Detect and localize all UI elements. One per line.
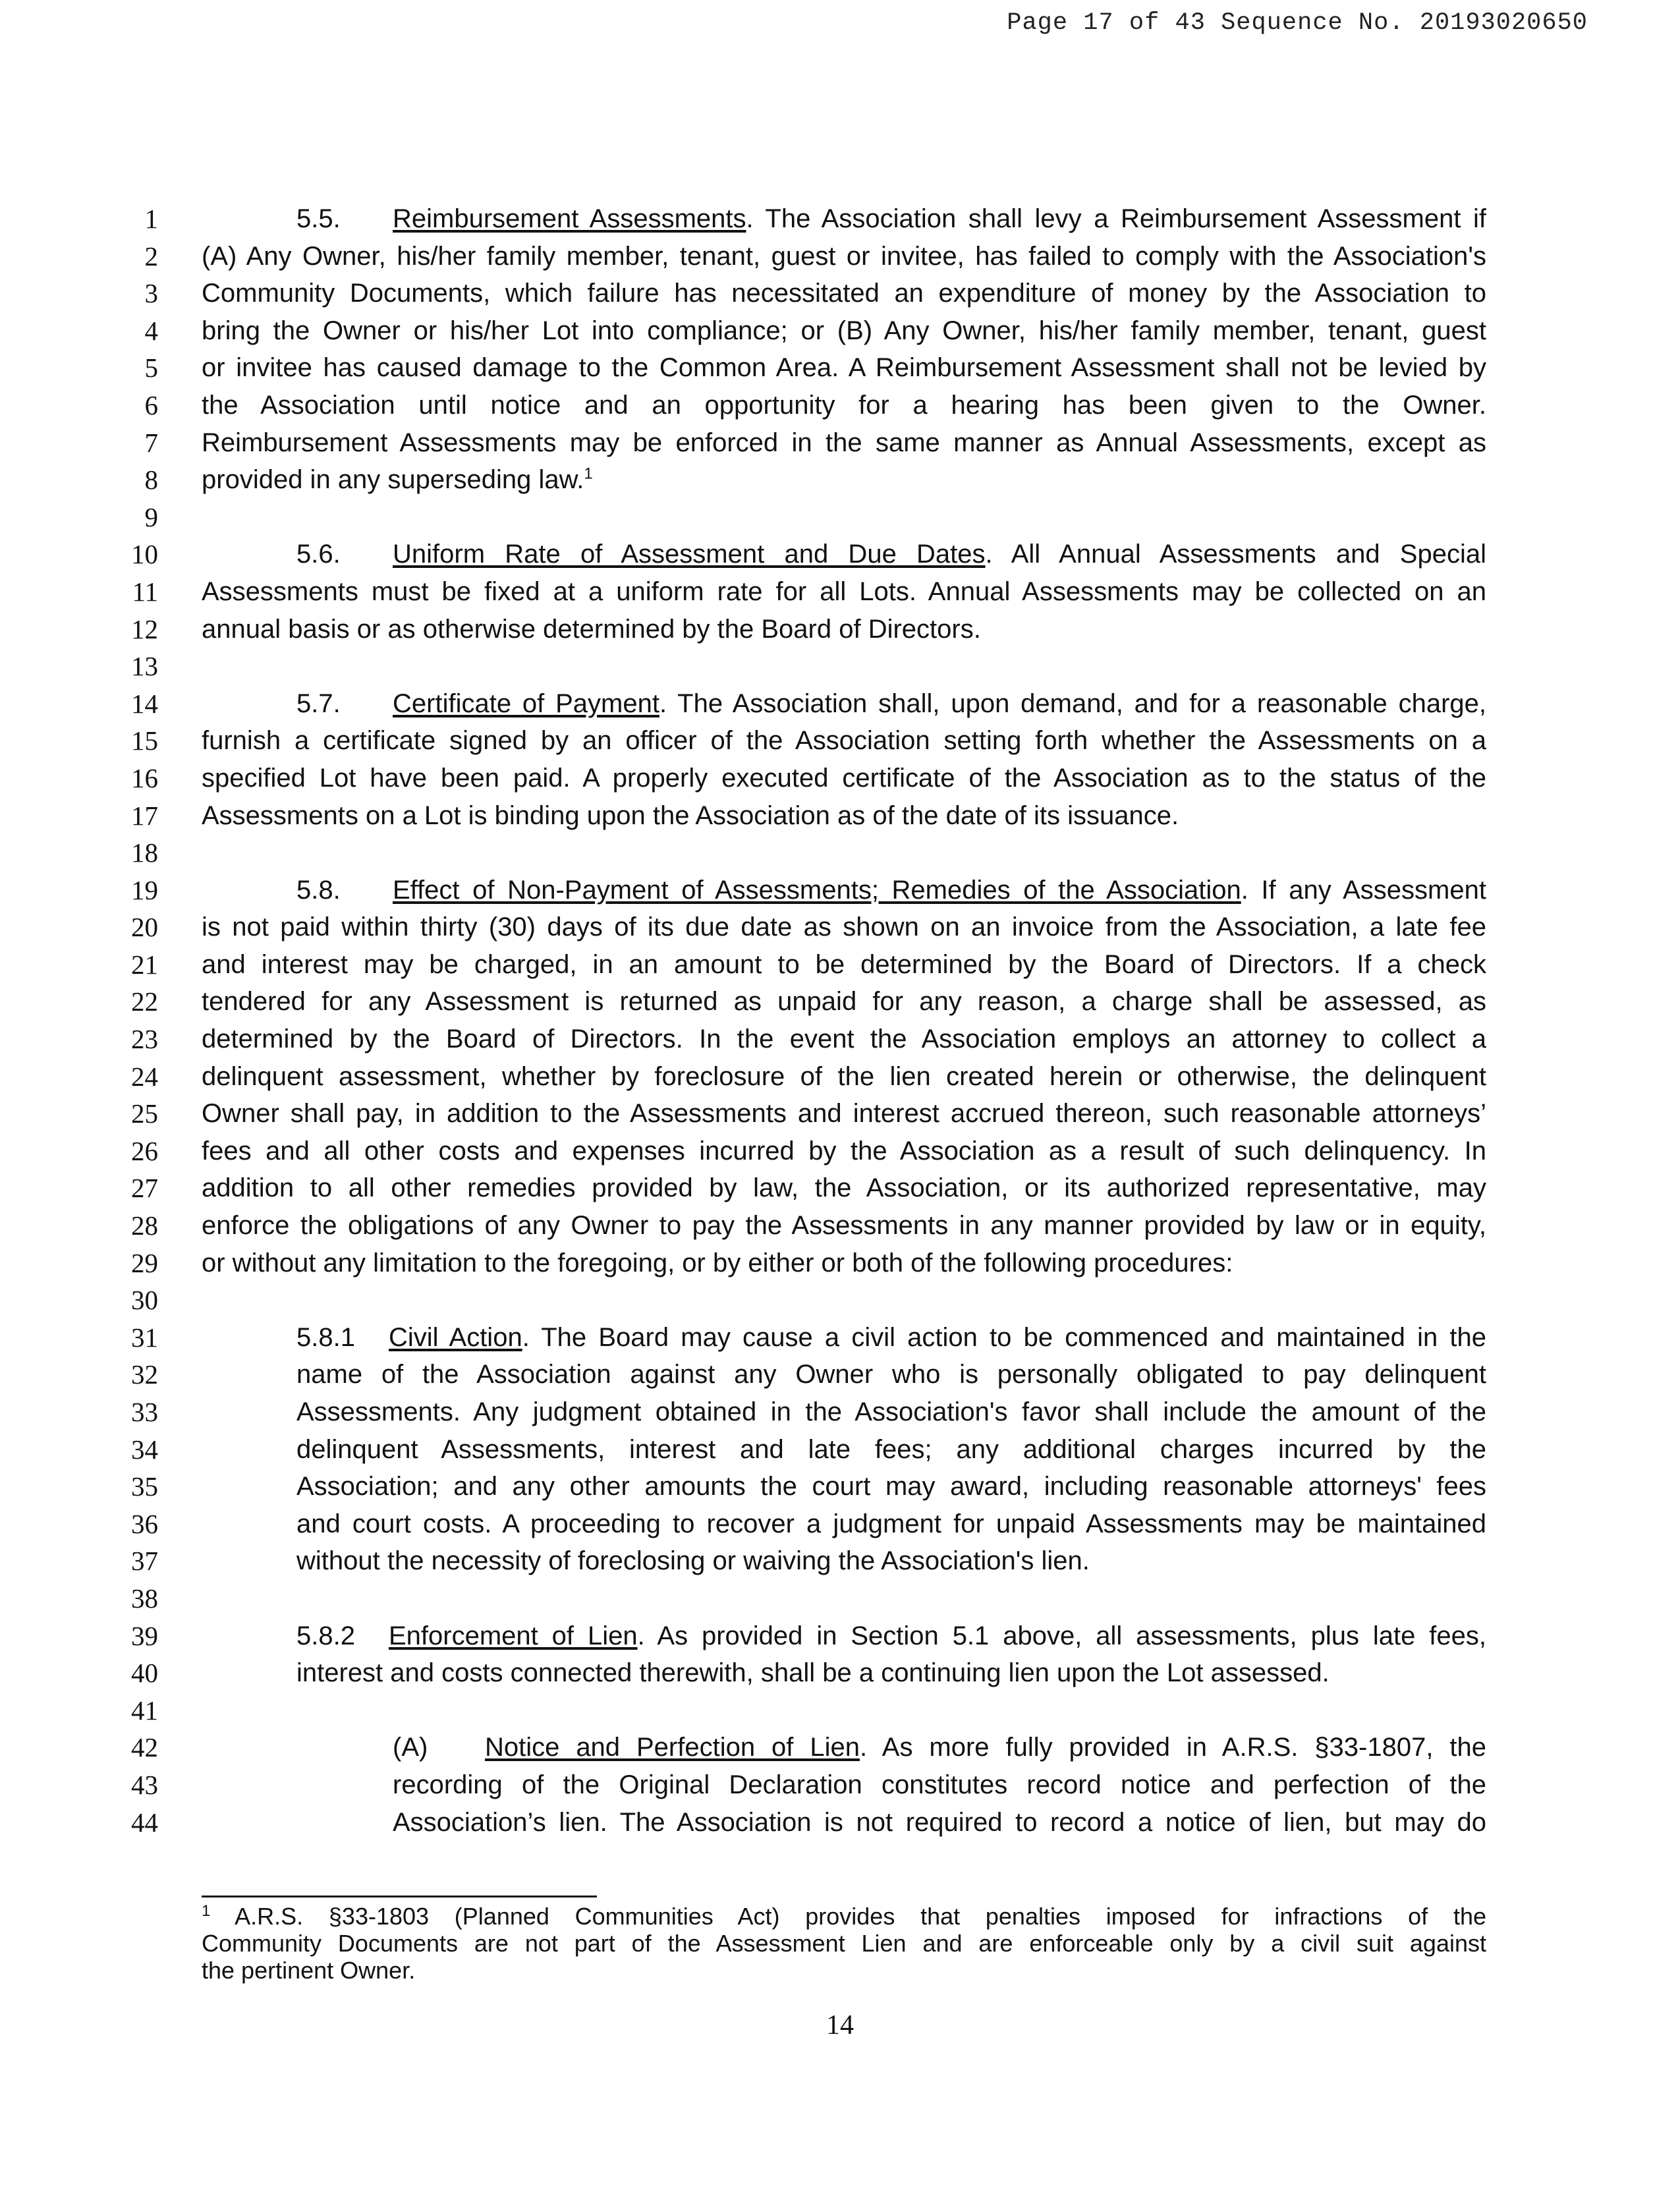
section-title: Effect of Non-Payment of Assessments; Remedies of the Association — [393, 875, 1241, 905]
subsection-a-line-1: (A) Notice and Perfection of Lien. As more fully provided in A.R.S. §33-1807, the — [393, 1729, 1486, 1766]
section-number: 5.8. — [296, 875, 341, 905]
line-number: 31 — [131, 1322, 158, 1353]
blank-line — [202, 499, 1486, 536]
section-5-5-line-1: 5.5. Reimbursement Assessments. The Association shall levy a Reimbursement Assessment if — [296, 200, 1486, 238]
line-number: 37 — [131, 1546, 158, 1577]
section-5-5-line: Community Documents, which failure has necessitated an expenditure of money by the Association to — [202, 279, 1486, 308]
section-5-6-line: annual basis or as otherwise determined by the Board of Directors. — [202, 614, 981, 644]
section-number: 5.8.1 — [296, 1322, 355, 1352]
section-5-8-line: and interest may be charged, in an amount to be determined by the Board of Directors. If a check — [202, 949, 1486, 979]
line-number: 40 — [131, 1658, 158, 1689]
section-title: Civil Action — [389, 1322, 522, 1352]
subsection-a-line: recording of the Original Declaration constitutes record notice and perfection of the — [393, 1770, 1486, 1799]
section-5-8-1-line: Association; and any other amounts the court may award, including reasonable attorneys' fees — [296, 1472, 1486, 1502]
line-number: 43 — [131, 1769, 158, 1800]
section-number: 5.8.2 — [296, 1621, 355, 1650]
section-title: Certificate of Payment — [393, 689, 659, 718]
section-number: (A) — [393, 1733, 428, 1762]
section-5-8-line: determined by the Board of Directors. In the event the Association employs an attorney to collect a — [202, 1025, 1486, 1054]
line-number: 10 — [131, 539, 158, 570]
section-5-8-line-1: 5.8. Effect of Non-Payment of Assessments; Remedies of the Association. If any Assessment — [296, 872, 1486, 909]
section-5-5-line: Reimbursement Assessments may be enforced in the same manner as Annual Assessments, except as — [202, 428, 1486, 457]
section-title: Notice and Perfection of Lien — [485, 1733, 860, 1762]
page-header: Page 17 of 43 Sequence No. 20193020650 — [1007, 9, 1588, 37]
line-number: 8 — [144, 464, 158, 495]
blank-line — [202, 834, 1486, 872]
section-5-8-line: enforce the obligations of any Owner to pay the Assessments in any manner provided by law or in equity, — [202, 1211, 1486, 1241]
footnote-marker: 1 — [202, 1902, 211, 1920]
section-5-8-line: delinquent assessment, whether by foreclosure of the lien created herein or otherwise, the delinquent — [202, 1061, 1486, 1091]
blank-line — [202, 1692, 1486, 1729]
line-number: 1 — [144, 204, 158, 234]
section-5-7-line-1: 5.7. Certificate of Payment. The Association shall, upon demand, and for a reasonable charge, — [296, 685, 1486, 723]
section-number: 5.5. — [296, 204, 341, 233]
line-number: 34 — [131, 1434, 158, 1465]
section-5-8-2-line-1: 5.8.2 Enforcement of Lien. As provided in Section 5.1 above, all assessments, plus late fees, — [296, 1617, 1486, 1655]
section-5-8-line: addition to all other remedies provided by law, the Association, or its authorized representative, may — [202, 1173, 1486, 1203]
footnote-ref: 1 — [584, 464, 593, 483]
line-number: 17 — [131, 800, 158, 831]
section-5-8-line: tendered for any Assessment is returned as unpaid for any reason, a charge shall be assessed, as — [202, 987, 1486, 1017]
section-5-6-line: Assessments must be fixed at a uniform rate for all Lots. Annual Assessments may be collected on an — [202, 576, 1486, 606]
section-5-8-line: Owner shall pay, in addition to the Assessments and interest accrued thereon, such reasonable attorneys’ — [202, 1099, 1486, 1129]
line-number: 30 — [131, 1285, 158, 1316]
line-number: 20 — [131, 912, 158, 943]
section-5-5-line: (A) Any Owner, his/her family member, tenant, guest or invitee, has failed to comply with the Association's — [202, 241, 1486, 271]
line-number: 18 — [131, 837, 158, 868]
page-number: 14 — [826, 2010, 854, 2040]
blank-line — [202, 1281, 1486, 1319]
footnote — [202, 1903, 1486, 1984]
blank-line — [202, 648, 1486, 685]
line-number: 32 — [131, 1359, 158, 1390]
footnote-line: Community Documents are not part of the Assessment Lien and are enforceable only by a civil suit against — [202, 1930, 1486, 1957]
line-number: 26 — [131, 1135, 158, 1166]
footnote-line: the pertinent Owner. — [202, 1957, 416, 1984]
line-number: 12 — [131, 613, 158, 644]
line-number: 25 — [131, 1098, 158, 1129]
section-number: 5.6. — [296, 540, 341, 569]
line-number: 21 — [131, 949, 158, 980]
section-title: Enforcement of Lien — [389, 1621, 638, 1650]
blank-line — [202, 1580, 1486, 1617]
line-number: 39 — [131, 1620, 158, 1651]
footnote-divider — [202, 1896, 597, 1897]
line-number: 41 — [131, 1695, 158, 1726]
section-5-8-line: fees and all other costs and expenses incurred by the Association as a result of such delinquency. In — [202, 1136, 1486, 1166]
line-number: 29 — [131, 1247, 158, 1278]
section-5-7-line: specified Lot have been paid. A properly executed certificate of the Association as to the status of the — [202, 763, 1486, 793]
section-5-8-1-line: name of the Association against any Owner who is personally obligated to pay delinquent — [296, 1360, 1486, 1390]
line-number: 3 — [144, 278, 158, 309]
section-5-8-1-line: delinquent Assessments, interest and late fees; any additional charges incurred by the — [296, 1434, 1486, 1464]
line-number: 35 — [131, 1471, 158, 1502]
line-number: 27 — [131, 1173, 158, 1204]
footnote-line: $^1$ A.R.S. §33-1803 (Planned Communities Act) provides that penalties imposed for infractions of the — [202, 1902, 1486, 1930]
line-number: 33 — [131, 1397, 158, 1427]
line-numbers — [105, 200, 158, 1841]
line-number: 42 — [131, 1732, 158, 1763]
section-5-7-line: furnish a certificate signed by an officer of the Association setting forth whether the Assessments on a — [202, 726, 1486, 756]
line-number: 22 — [131, 986, 158, 1017]
section-5-5-line: the Association until notice and an opportunity for a hearing has been given to the Owner. — [202, 390, 1486, 420]
section-5-8-line: or without any limitation to the foregoing, or by either or both of the following procedures: — [202, 1248, 1233, 1278]
line-number: 6 — [144, 389, 158, 420]
subsection-a-line: Association’s lien. The Association is not required to record a notice of lien, but may do — [393, 1807, 1486, 1837]
section-5-8-1-line: Assessments. Any judgment obtained in the Association's favor shall include the amount of the — [296, 1397, 1486, 1426]
line-number: 4 — [144, 315, 158, 346]
line-number: 11 — [132, 576, 158, 607]
section-5-7-line: Assessments on a Lot is binding upon the Association as of the date of its issuance. — [202, 801, 1179, 830]
document-body — [202, 200, 1486, 1841]
line-number: 16 — [131, 762, 158, 793]
section-5-6-line-1: 5.6. Uniform Rate of Assessment and Due Dates. All Annual Assessments and Special — [296, 536, 1486, 573]
section-5-8-line: is not paid within thirty (30) days of its due date as shown on an invoice from the Association, a late fee — [202, 913, 1486, 942]
line-number: 36 — [131, 1508, 158, 1539]
section-5-5-line: or invitee has caused damage to the Common Area. A Reimbursement Assessment shall not be levied by — [202, 353, 1486, 383]
section-5-8-1-line-1: 5.8.1 Civil Action. The Board may cause a civil action to be commenced and maintained in the — [296, 1319, 1486, 1357]
line-number: 28 — [131, 1210, 158, 1241]
section-5-8-2-line: interest and costs connected therewith, shall be a continuing lien upon the Lot assessed. — [296, 1658, 1330, 1688]
line-number: 14 — [131, 688, 158, 719]
line-number: 24 — [131, 1061, 158, 1092]
section-5-5-line: provided in any superseding law.$^1$ — [202, 464, 593, 495]
line-number: 5 — [144, 352, 158, 383]
line-number: 44 — [131, 1807, 158, 1838]
line-number: 13 — [131, 651, 158, 682]
section-title: Uniform Rate of Assessment and Due Dates — [393, 540, 986, 569]
line-number: 2 — [144, 240, 158, 271]
section-5-8-1-line: and court costs. A proceeding to recover a judgment for unpaid Assessments may be maintained — [296, 1509, 1486, 1538]
section-title: Reimbursement Assessments — [393, 204, 746, 233]
section-number: 5.7. — [296, 689, 341, 718]
line-number: 19 — [131, 874, 158, 905]
line-number: 9 — [144, 501, 158, 532]
line-number: 38 — [131, 1583, 158, 1614]
line-number: 15 — [131, 725, 158, 756]
line-number: 7 — [144, 427, 158, 458]
section-5-8-1-line: without the necessity of foreclosing or waiving the Association's lien. — [296, 1546, 1090, 1576]
section-5-5-line: bring the Owner or his/her Lot into compliance; or (B) Any Owner, his/her family member, tenant, guest — [202, 316, 1486, 345]
line-number: 23 — [131, 1024, 158, 1055]
